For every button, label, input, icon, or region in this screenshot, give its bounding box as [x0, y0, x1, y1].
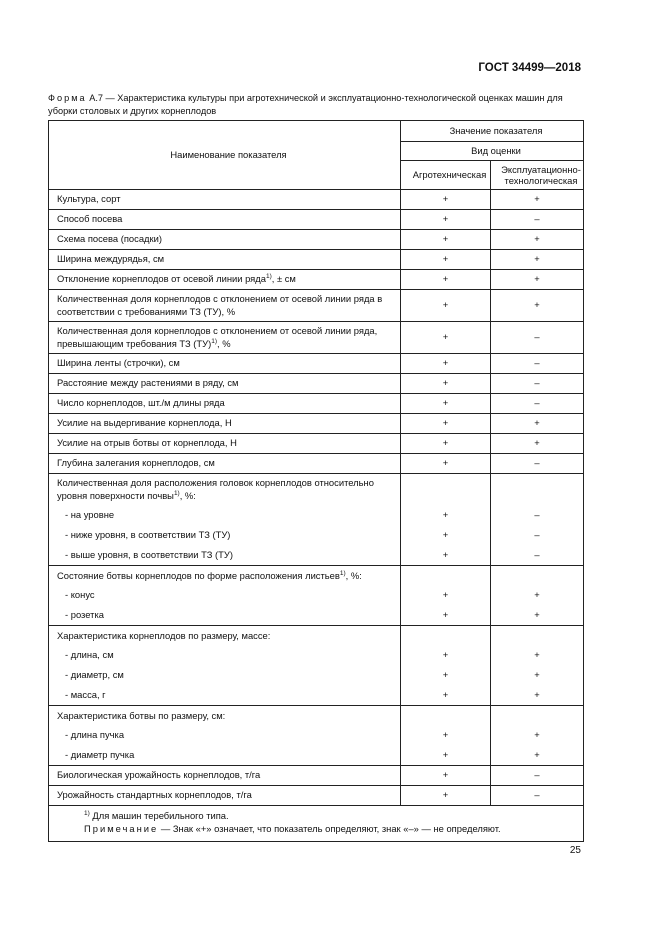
row-name: Количественная доля корнеплодов с отклонением от осевой линии ряда, превышающим требования ТЗ (ТУ)$^{1)}$, % — [49, 322, 401, 354]
agro-value: + — [401, 190, 491, 210]
row-name: Глубина залегания корнеплодов, см — [49, 454, 401, 474]
expl-value: + — [491, 250, 584, 270]
agro-value: + — [401, 726, 491, 746]
expl-value: + — [491, 746, 584, 766]
row-name: Биологическая урожайность корнеплодов, т/га — [49, 766, 401, 786]
col-header-value: Значение показателя — [401, 121, 584, 142]
expl-value: – — [491, 374, 584, 394]
page-number: 25 — [569, 845, 581, 856]
group-title: Состояние ботвы корнеплодов по форме расположения листьев$^{1)}$, %: — [49, 566, 401, 586]
agro-value: + — [401, 786, 491, 806]
sub-row-name: - на уровне — [49, 506, 401, 526]
sub-row-name: - диаметр, см — [49, 666, 401, 686]
expl-value: – — [491, 546, 584, 566]
agro-value: + — [401, 354, 491, 374]
agro-value: + — [401, 374, 491, 394]
row-name: Отклонение корнеплодов от осевой линии ряда$^{1)}$, ± см — [49, 270, 401, 290]
agro-value: + — [401, 586, 491, 606]
expl-value: + — [491, 586, 584, 606]
agro-value: + — [401, 746, 491, 766]
expl-value: + — [491, 606, 584, 626]
agro-value: + — [401, 230, 491, 250]
agro-value: + — [401, 686, 491, 706]
row-name: Число корнеплодов, шт./м длины ряда — [49, 394, 401, 414]
form-label: Форма — [48, 93, 87, 103]
agro-value: + — [401, 290, 491, 322]
agro-value: + — [401, 546, 491, 566]
sub-row-name: - длина, см — [49, 646, 401, 666]
agro-value: + — [401, 322, 491, 354]
expl-value: + — [491, 414, 584, 434]
sub-row-name: - ниже уровня, в соответствии ТЗ (ТУ) — [49, 526, 401, 546]
sub-row-name: - розетка — [49, 606, 401, 626]
row-name: Ширина ленты (строчки), см — [49, 354, 401, 374]
row-name: Схема посева (посадки) — [49, 230, 401, 250]
col-header-expl: Эксплуатационно-технологическая — [491, 161, 584, 190]
expl-value: – — [491, 210, 584, 230]
agro-value: + — [401, 394, 491, 414]
agro-value: + — [401, 270, 491, 290]
agro-value: + — [401, 506, 491, 526]
expl-value: – — [491, 506, 584, 526]
row-name: Ширина междурядья, см — [49, 250, 401, 270]
agro-value: + — [401, 766, 491, 786]
expl-value: + — [491, 290, 584, 322]
expl-value: + — [491, 270, 584, 290]
col-header-name: Наименование показателя — [49, 121, 401, 190]
expl-value: – — [491, 766, 584, 786]
agro-value: + — [401, 434, 491, 454]
expl-value: + — [491, 646, 584, 666]
note-label: Примечание — [84, 822, 159, 834]
expl-value: – — [491, 786, 584, 806]
agro-value: + — [401, 666, 491, 686]
sub-row-name: - конус — [49, 586, 401, 606]
standard-number: ГОСТ 34499—2018 — [478, 62, 581, 74]
caption-text: — Характеристика культуры при агротехнической и эксплуатационно-технологической оценках машин для уборки столовых и других корнеплодов — [48, 93, 563, 116]
row-name: Культура, сорт — [49, 190, 401, 210]
agro-value: + — [401, 414, 491, 434]
row-name: Усилие на выдергивание корнеплода, Н — [49, 414, 401, 434]
form-caption — [48, 92, 586, 118]
crop-characteristics-table — [48, 120, 584, 842]
expl-value: + — [491, 726, 584, 746]
agro-value: + — [401, 526, 491, 546]
sub-row-name: - длина пучка — [49, 726, 401, 746]
table-footer — [49, 806, 584, 842]
col-header-eval: Вид оценки — [401, 142, 584, 161]
row-name: Количественная доля корнеплодов с отклонением от осевой линии ряда в соответствии с требованиями ТЗ (ТУ), % — [49, 290, 401, 322]
expl-value: – — [491, 322, 584, 354]
row-name: Способ посева — [49, 210, 401, 230]
row-name: Усилие на отрыв ботвы от корнеплода, Н — [49, 434, 401, 454]
row-name: Урожайность стандартных корнеплодов, т/га — [49, 786, 401, 806]
expl-value: + — [491, 686, 584, 706]
group-title: Количественная доля расположения головок корнеплодов относительно уровня поверхности почвы$^{1)}$, %: — [49, 474, 401, 506]
expl-value: – — [491, 354, 584, 374]
agro-value: + — [401, 646, 491, 666]
sub-row-name: - выше уровня, в соответствии ТЗ (ТУ) — [49, 546, 401, 566]
group-title: Характеристика ботвы по размеру, см: — [49, 706, 401, 726]
agro-value: + — [401, 210, 491, 230]
footnote: $^{1)}$ Для машин теребильного типа. — [84, 810, 229, 821]
col-header-agro: Агротехническая — [401, 161, 491, 190]
expl-value: + — [491, 434, 584, 454]
sub-row-name: - масса, г — [49, 686, 401, 706]
table-note — [84, 823, 583, 836]
sub-row-name: - диаметр пучка — [49, 746, 401, 766]
expl-value: – — [491, 394, 584, 414]
agro-value: + — [401, 606, 491, 626]
form-number: А.7 — [86, 93, 103, 103]
expl-value: – — [491, 454, 584, 474]
note-text: — Знак «+» означает, что показатель определяют, знак «–» — не определяют. — [158, 822, 501, 834]
expl-value: – — [491, 526, 584, 546]
agro-value: + — [401, 454, 491, 474]
expl-value: + — [491, 666, 584, 686]
group-title: Характеристика корнеплодов по размеру, массе: — [49, 626, 401, 646]
agro-value: + — [401, 250, 491, 270]
row-name: Расстояние между растениями в ряду, см — [49, 374, 401, 394]
expl-value: + — [491, 190, 584, 210]
expl-value: + — [491, 230, 584, 250]
